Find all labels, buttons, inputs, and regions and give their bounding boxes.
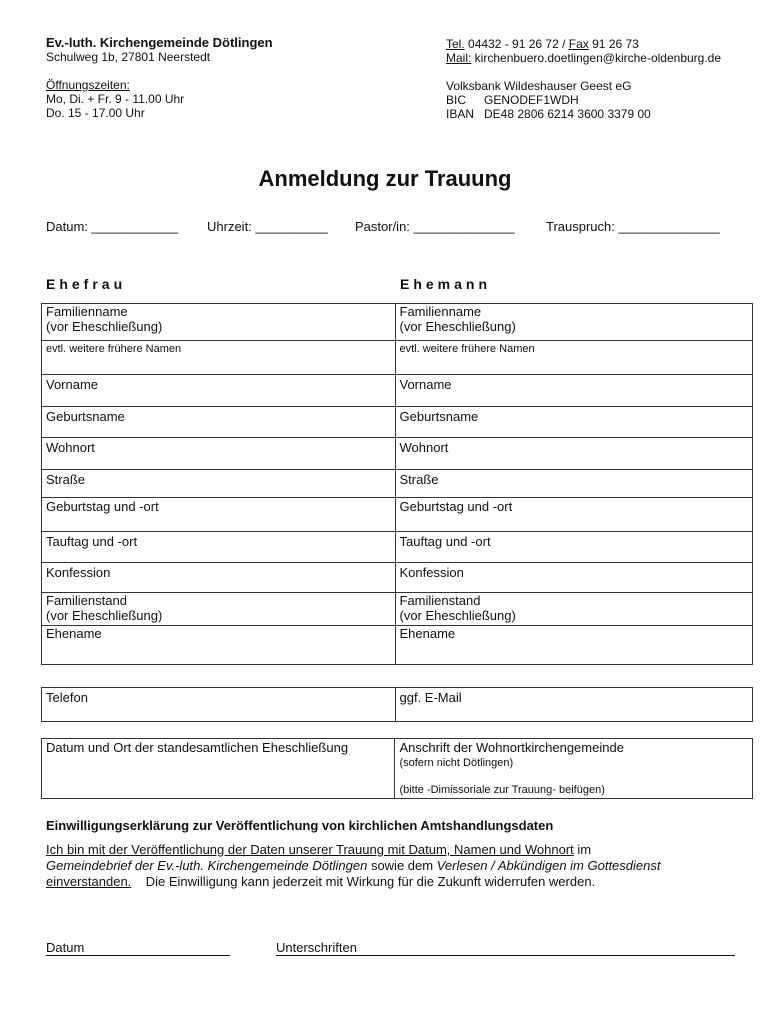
cell-label: Datum und Ort der standesamtlichen Eheschließung [46, 740, 349, 755]
consent-heading: Einwilligungserklärung zur Veröffentlichung von kirchlichen Amtshandlungsdaten [46, 818, 554, 833]
wife-geburtsname-field[interactable] [42, 407, 396, 438]
cell-label: Ehename [399, 626, 456, 641]
cell-sublabel: (vor Eheschließung) [46, 608, 163, 623]
cell-label: Wohnort [46, 440, 95, 455]
wife-wohnort-field[interactable] [42, 438, 396, 470]
wife-tauftag-field[interactable] [42, 532, 396, 563]
page-title: Anmeldung zur Trauung [258, 166, 512, 191]
cell-sublabel: (vor Eheschließung) [399, 608, 516, 623]
field-uhrzeit[interactable]: Uhrzeit: __________ [207, 219, 328, 234]
person-table [41, 303, 753, 665]
table-row [42, 304, 753, 341]
husband-tauftag-field[interactable] [395, 532, 753, 563]
hours-line-2: Do. 15 - 17.00 Uhr [46, 106, 145, 120]
cell-label: Geburtsname [399, 409, 479, 424]
email-field[interactable] [395, 688, 752, 722]
wife-strasse-field[interactable] [42, 470, 396, 498]
table-row [42, 470, 753, 498]
cell-label: Vorname [46, 377, 99, 392]
tel-value: 04432 - 91 26 72 / [464, 37, 569, 51]
cell-label: Anschrift der Wohnortkirchengemeinde [399, 740, 624, 755]
table-row [42, 407, 753, 438]
husband-ehename-field[interactable] [395, 626, 753, 665]
contact-table [41, 687, 753, 722]
table-row [42, 563, 753, 593]
iban-label: IBAN [446, 107, 475, 121]
wife-familienname-field[interactable] [42, 304, 396, 341]
standesamt-field[interactable] [42, 739, 395, 799]
table-row [42, 593, 753, 626]
cell-label: ggf. E-Mail [399, 690, 462, 705]
fax-label: Fax [568, 37, 589, 51]
cell-sublabel: (vor Eheschließung) [399, 319, 516, 334]
mail-label: Mail: [446, 51, 472, 65]
consent-text-7: Die Einwilligung kann jederzeit mit Wirkung für die Zukunft widerrufen werden. [131, 874, 596, 889]
iban-line [446, 107, 721, 121]
standesamt-table [41, 738, 753, 799]
husband-konfession-field[interactable] [395, 563, 753, 593]
table-row [42, 688, 753, 722]
tel-fax-line [446, 37, 721, 51]
org-address: Schulweg 1b, 27801 Neerstedt [46, 50, 211, 64]
hours-line-1: Mo, Di. + Fr. 9 - 11.00 Uhr [46, 92, 185, 106]
consent-text-3: Gemeindebrief der Ev.-luth. Kirchengemeinde Dötlingen [46, 858, 368, 873]
org-address-block [46, 36, 273, 120]
cell-note: (sofern nicht Dötlingen) [399, 757, 514, 769]
mail-value: kirchenbuero.doetlingen@kirche-oldenburg.de [471, 51, 722, 65]
husband-geburtstag-field[interactable] [395, 498, 753, 532]
cell-label: Konfession [399, 565, 464, 580]
cell-label: Familienstand [399, 593, 481, 608]
wife-geburtstag-field[interactable] [42, 498, 396, 532]
field-pastor[interactable]: Pastor/in: ______________ [355, 219, 515, 234]
cell-note-dimissoriale: (bitte -Dimissoriale zur Trauung- beifügen) [399, 784, 605, 796]
cell-label: Tauftag und -ort [46, 534, 138, 549]
table-row [42, 375, 753, 407]
cell-label: Geburtsname [46, 409, 125, 424]
husband-weitere-namen-field[interactable] [395, 341, 753, 375]
mail-line [446, 51, 721, 65]
cell-label: Familienstand [46, 593, 127, 608]
table-row [42, 341, 753, 375]
cell-label: Ehename [46, 626, 102, 641]
field-trauspruch[interactable]: Trauspruch: ______________ [546, 219, 720, 234]
signature-unterschriften[interactable] [276, 940, 735, 956]
husband-familienname-field[interactable] [395, 304, 753, 341]
table-row [42, 739, 753, 799]
wife-vorname-field[interactable] [42, 375, 396, 407]
signature-datum-label: Datum [46, 940, 230, 956]
bank-name: Volksbank Wildeshauser Geest eG [446, 79, 632, 93]
field-datum[interactable]: Datum: ____________ [46, 219, 179, 234]
consent-text-4: sowie dem [367, 858, 437, 873]
table-row [42, 626, 753, 665]
table-row [42, 532, 753, 563]
cell-label: Vorname [399, 377, 452, 392]
cell-label: Wohnort [399, 440, 449, 455]
signature-datum[interactable] [46, 940, 230, 956]
consent-text [46, 842, 746, 890]
consent-text-6: einverstanden. [46, 874, 132, 889]
wohnortkirchengemeinde-field[interactable] [395, 739, 753, 799]
husband-wohnort-field[interactable] [395, 438, 753, 470]
cell-sublabel: (vor Eheschließung) [46, 319, 163, 334]
telefon-field[interactable] [42, 688, 396, 722]
cell-label: Geburtstag und -ort [399, 499, 513, 514]
wife-weitere-namen-field[interactable] [42, 341, 396, 375]
cell-label: Familienname [46, 304, 128, 319]
tel-label: Tel. [446, 37, 465, 51]
cell-label: evtl. weitere frühere Namen [46, 343, 182, 355]
heading-ehefrau: Ehefrau [46, 276, 127, 292]
iban-value: DE48 2806 6214 3600 3379 00 [484, 107, 651, 121]
table-row [42, 498, 753, 532]
husband-strasse-field[interactable] [395, 470, 753, 498]
husband-geburtsname-field[interactable] [395, 407, 753, 438]
bic-label: BIC [446, 93, 467, 107]
org-name: Ev.-luth. Kirchengemeinde Dötlingen [46, 35, 273, 50]
hours-label: Öffnungszeiten: [46, 78, 130, 92]
consent-text-5: Verlesen / Abkündigen im Gottesdienst [436, 858, 661, 873]
heading-ehemann: Ehemann [400, 276, 492, 292]
consent-text-2: im [573, 842, 592, 857]
cell-label: Straße [399, 472, 439, 487]
husband-familienstand-field[interactable] [395, 593, 753, 626]
bic-value: GENODEF1WDH [484, 93, 579, 107]
fax-value: 91 26 73 [588, 37, 639, 51]
bic-line [446, 93, 721, 107]
cell-label: Familienname [399, 304, 482, 319]
husband-vorname-field[interactable] [395, 375, 753, 407]
wife-ehename-field[interactable] [42, 626, 396, 665]
consent-text-1: Ich bin mit der Veröffentlichung der Daten unserer Trauung mit Datum, Namen und Wohnort [46, 842, 574, 857]
cell-label: evtl. weitere frühere Namen [399, 343, 535, 355]
contact-block [446, 37, 721, 121]
cell-label: Tauftag und -ort [399, 534, 491, 549]
cell-label: Telefon [46, 690, 88, 705]
cell-label: Konfession [46, 565, 111, 580]
wife-familienstand-field[interactable] [42, 593, 396, 626]
wife-konfession-field[interactable] [42, 563, 396, 593]
signature-unterschriften-label: Unterschriften [276, 940, 735, 956]
cell-label: Straße [46, 472, 86, 487]
cell-label: Geburtstag und -ort [46, 499, 159, 514]
table-row [42, 438, 753, 470]
